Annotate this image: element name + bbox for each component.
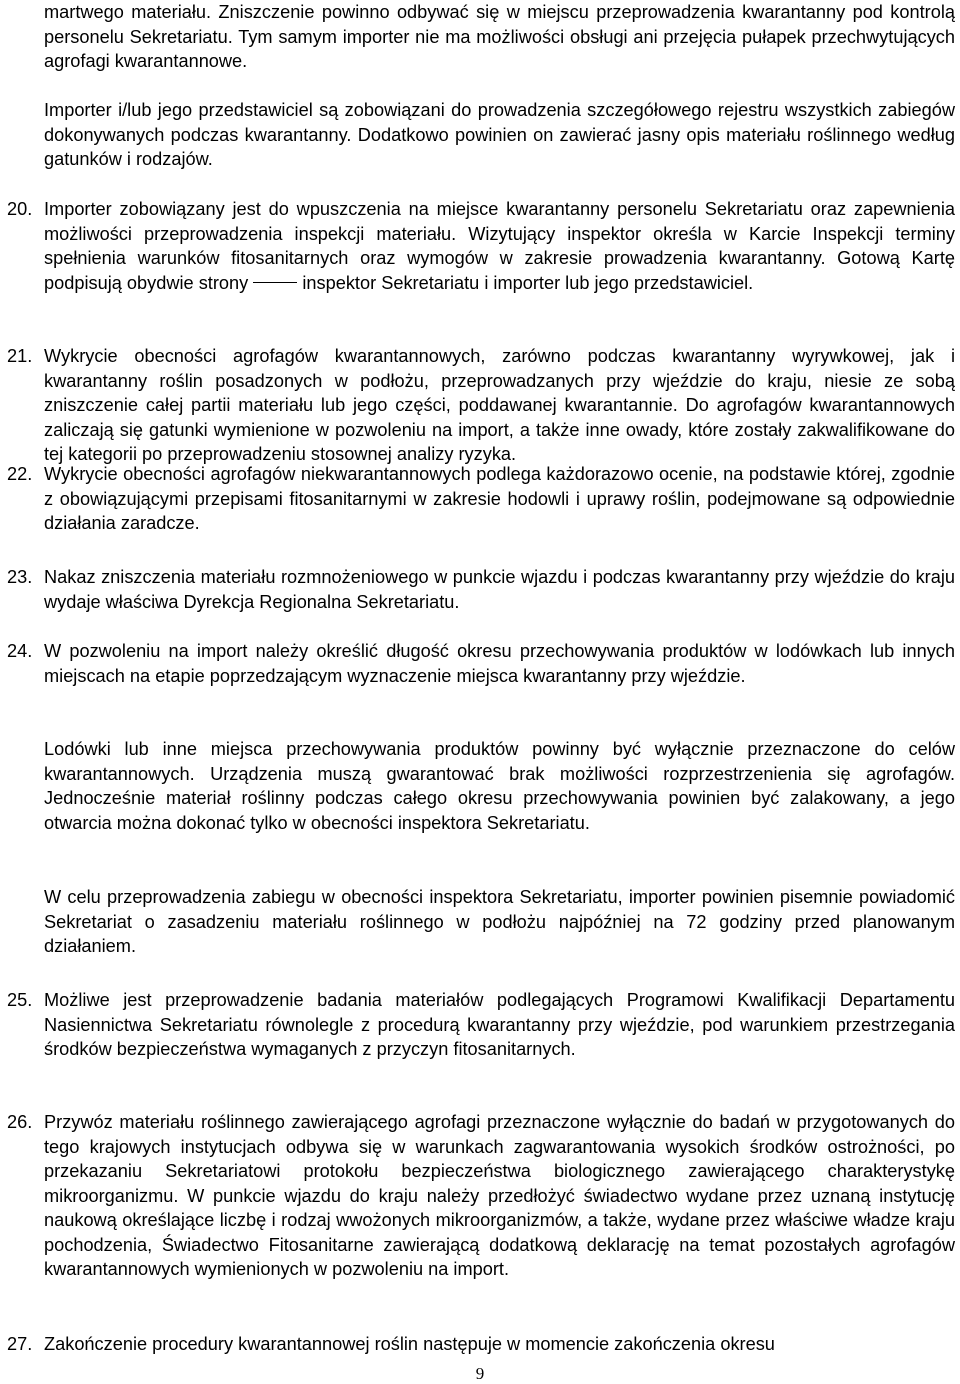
item-number: 23.	[7, 567, 33, 587]
item-text: Wykrycie obecności agrofagów kwarantannowych, zarówno podczas kwarantanny wyrywkowej, jak i kwarantanny roślin posadzonych w podłożu, przeprowadzanych przy wjeździe do kraju, niesie ze sobą zniszczenie całej partii materiału lub jego części, poddawanej kwarantannie. Do agrofagów kwarantannowych zaliczają się gatunki wymienione w pozwoleniu na import, a także inne owady, które zostały zakwalifikowane do tej kategorii po przeprowadzeniu stosownej analizy ryzyka.	[44, 346, 955, 464]
item-text: Wykrycie obecności agrofagów niekwarantannowych podlega każdorazowo ocenie, na podstawie której, zgodnie z obowiązującymi przepisami fitosanitarnymi w zakresie hodowli i uprawy roślin, podejmowane są odpowiednie działania zaradcze.	[44, 464, 955, 533]
paragraph-intro-text: martwego materiału. Zniszczenie powinno odbywać się w miejscu przeprowadzenia kwarantanny pod kontrolą personelu Sekretariatu. Tym samym importer nie ma możliwości obsługi ani przejęcia pułapek przechwytujących agrofagi kwarantannowe.	[44, 2, 955, 71]
item-text-part-b: inspektor Sekretariatu i importer lub jego przedstawiciel.	[302, 272, 754, 293]
item-number: 26.	[7, 1112, 33, 1132]
paragraph-registry-text: Importer i/lub jego przedstawiciel są zobowiązani do prowadzenia szczegółowego rejestru wszystkich zabiegów dokonywanych podczas kwarantanny. Dodatkowo powinien on zawierać jasny opis materiału roślinnego według gatunków i rodzajów.	[44, 100, 955, 169]
item-number: 24.	[7, 641, 33, 661]
item-number: 21.	[7, 346, 33, 366]
paragraph-registry	[44, 98, 955, 172]
item-text: Możliwe jest przeprowadzenie badania materiałów podlegających Programowi Kwalifikacji Departamentu Nasiennictwa Sekretariatu równolegle z procedurą kwarantanny przy wjeździe, pod warunkiem przestrzegania środków bezpieczeństwa wymaganych z przyczyn fitosanitarnych.	[44, 990, 955, 1059]
item-text	[44, 197, 955, 295]
item-number: 20.	[7, 199, 33, 219]
item-text: Zakończenie procedury kwarantannowej roślin następuje w momencie zakończenia okresu	[44, 1334, 775, 1354]
item-text-part-a: Importer zobowiązany jest do wpuszczenia na miejsce kwarantanny personelu Sekretariatu oraz zapewnienia możliwości przeprowadzenia inspekcji materiału. Wizytujący inspektor określa w Karcie Inspekcji terminy spełnienia warunków fitosanitarnych oraz wymogów w zakresie prowadzenia kwarantanny. Gotową Kartę podpisują obydwie strony	[44, 199, 955, 293]
item-text: Przywóz materiału roślinnego zawierającego agrofagi przeznaczone wyłącznie do badań w przygotowanych do tego krajowych instytucjach odbywa się w warunkach zagwarantowania wysokich środków ostrożności, po przekazaniu Sekretariatowi protokołu bezpieczeństwa biologicznego zawierającego charakterystykę mikroorganizmu. W punkcie wjazdu do kraju należy przedłożyć świadectwo wydane przez uznaną instytucję naukową określające liczbę i rodzaj wwożonych mikroorganizmów, a także, wydane przez właściwe władze kraju pochodzenia, Świadectwo Fitosanitarne zawierającą dodatkową deklarację na temat pozostałych agrofagów kwarantannowych wymienionych w pozwoleniu na import.	[44, 1112, 955, 1279]
paragraph-intro	[44, 0, 955, 74]
item-number: 27.	[7, 1334, 33, 1354]
item-24-paragraph-2-text: Lodówki lub inne miejsca przechowywania produktów powinny być wyłącznie przeznaczone do celów kwarantannowych. Urządzenia muszą gwarantować brak możliwości rozprzestrzenienia się agrofagów. Jednocześnie materiał roślinny podczas całego okresu przechowywania powinien być zalakowany, a jego otwarcia można dokonać tylko w obecności inspektora Sekretariatu.	[44, 739, 955, 833]
item-number: 25.	[7, 990, 33, 1010]
item-text: Nakaz zniszczenia materiału rozmnożeniowego w punkcie wjazdu i podczas kwarantanny przy wjeździe do kraju wydaje właściwa Dyrekcja Regionalna Sekretariatu.	[44, 567, 955, 612]
item-24-paragraph-3-text: W celu przeprowadzenia zabiegu w obecności inspektora Sekretariatu, importer powinien pisemnie powiadomić Sekretariat o zasadzeniu materiału roślinnego w podłożu najpóźniej na 72 godziny przed planowanym działaniem.	[44, 887, 955, 956]
item-24-paragraph-2	[44, 737, 955, 835]
item-number: 22.	[7, 464, 33, 484]
page-number: 9	[475, 1364, 485, 1383]
item-24-paragraph-3	[44, 885, 955, 959]
item-text: W pozwoleniu na import należy określić długość okresu przechowywania produktów w lodówkach lub innych miejscach na etapie poprzedzającym wyznaczenie miejsca kwarantanny przy wjeździe.	[44, 641, 955, 686]
dash-line	[253, 282, 297, 283]
